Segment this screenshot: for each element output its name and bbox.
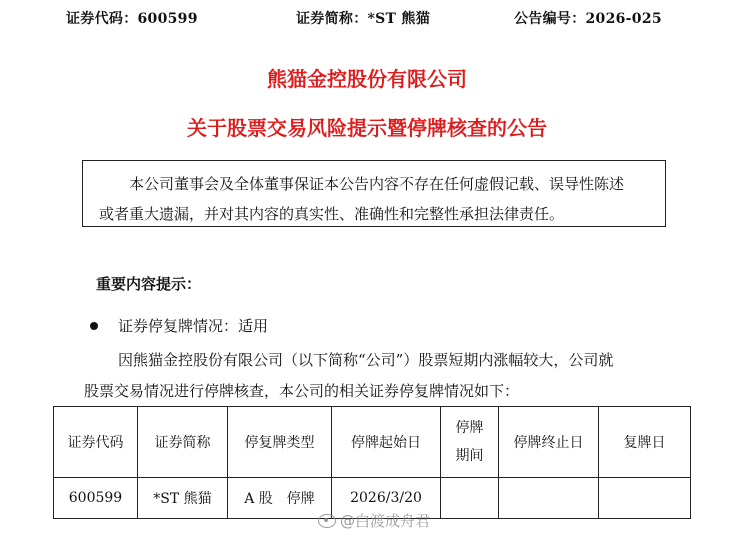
declaration-line-2: 或者重大遗漏，并对其内容的真实性、准确性和完整性承担法律责任。 bbox=[99, 205, 565, 223]
table-header-cell: 复牌日 bbox=[599, 407, 691, 478]
table-header-cell bbox=[441, 407, 499, 478]
bullet-icon bbox=[90, 322, 98, 330]
suspension-paragraph bbox=[84, 345, 674, 407]
weibo-icon bbox=[318, 514, 336, 528]
table-cell: *ST 熊猫 bbox=[138, 478, 228, 519]
table-header-cell: 停牌终止日 bbox=[499, 407, 599, 478]
table-cell: A 股 停牌 bbox=[228, 478, 332, 519]
notice-number: 公告编号：2026-025 bbox=[514, 11, 662, 27]
table-header-cell: 证券代码 bbox=[54, 407, 138, 478]
table-header-cell-part: 停牌 bbox=[455, 420, 484, 436]
suspension-table bbox=[53, 406, 691, 519]
security-code: 证券代码：600599 bbox=[66, 11, 198, 27]
bullet-item bbox=[90, 315, 268, 336]
table-cell: 600599 bbox=[54, 478, 138, 519]
paragraph-line-2: 股票交易情况进行停牌核查，本公司的相关证券停复牌情况如下： bbox=[84, 382, 520, 400]
table-cell bbox=[441, 478, 499, 519]
table-cell: 2026/3/20 bbox=[332, 478, 441, 519]
watermark bbox=[318, 510, 430, 531]
declaration-line-1: 本公司董事会及全体董事保证本公告内容不存在任何虚假记载、误导性陈述 bbox=[129, 175, 625, 193]
table-header-cell-part: 期间 bbox=[455, 448, 484, 464]
key-points-heading: 重要内容提示： bbox=[96, 275, 202, 293]
company-title: 熊猫金控股份有限公司 bbox=[267, 67, 467, 91]
table-header-cell: 停复牌类型 bbox=[228, 407, 332, 478]
notice-title: 关于股票交易风险提示暨停牌核查的公告 bbox=[187, 116, 547, 140]
bullet-item-text: 证券停复牌情况：适用 bbox=[118, 317, 269, 335]
table-header-cell: 证券简称 bbox=[138, 407, 228, 478]
security-short-name: 证券简称：*ST 熊猫 bbox=[296, 11, 431, 27]
table-cell bbox=[499, 478, 599, 519]
table-header-row bbox=[54, 407, 691, 478]
table-header-cell: 停牌起始日 bbox=[332, 407, 441, 478]
table-cell bbox=[599, 478, 691, 519]
paragraph-line-1: 因熊猫金控股份有限公司（以下简称“公司”）股票短期内涨幅较大，公司就 bbox=[118, 351, 614, 369]
watermark-text: @白渡成舟君 bbox=[340, 512, 431, 530]
board-declaration-box bbox=[82, 160, 666, 227]
